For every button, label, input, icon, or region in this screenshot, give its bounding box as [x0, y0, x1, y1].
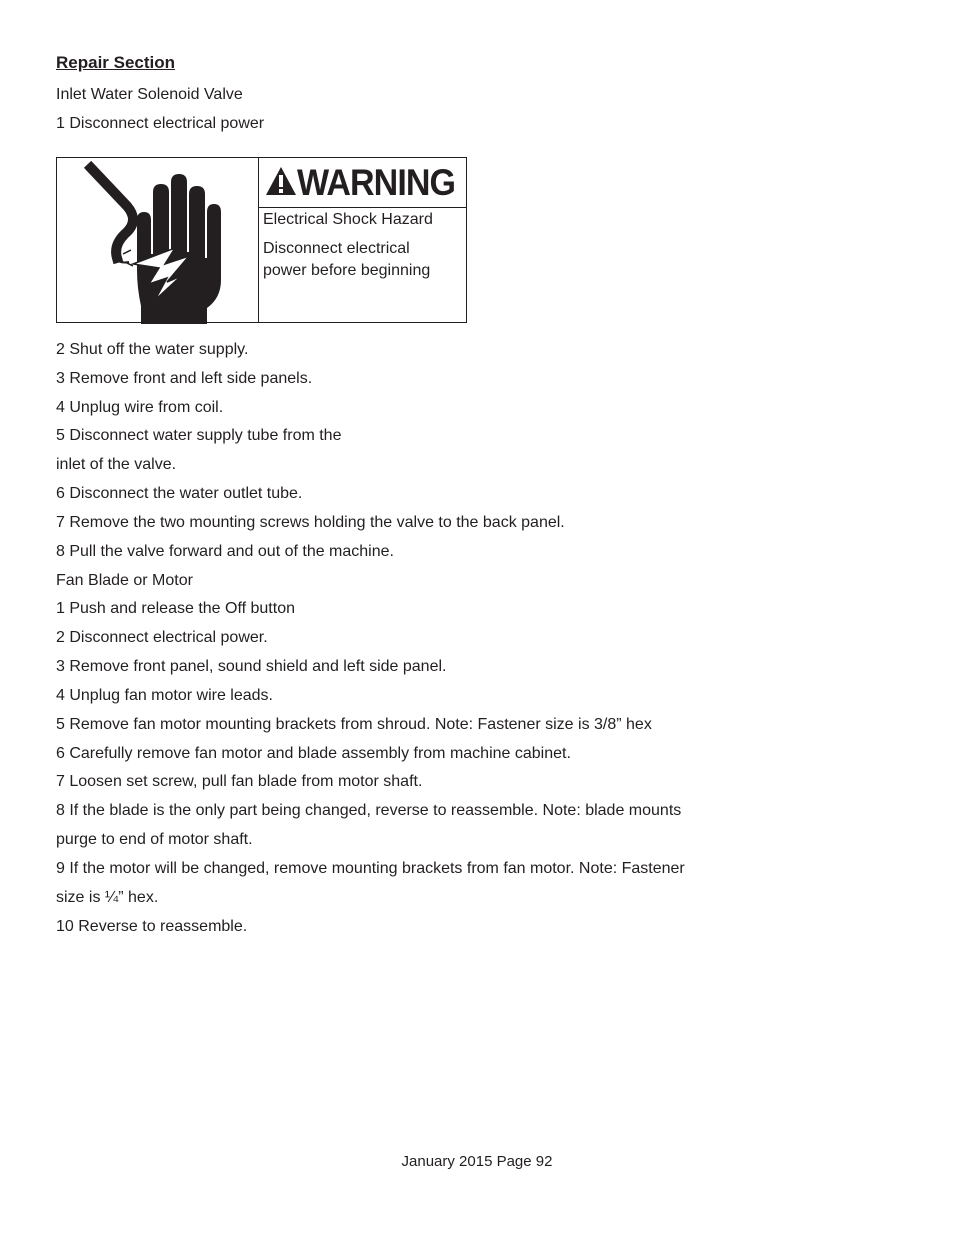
- step-line: 6 Carefully remove fan motor and blade assembly from machine cabinet.: [56, 745, 571, 762]
- subsection-title: Fan Blade or Motor: [56, 572, 193, 589]
- page-footer: January 2015 Page 92: [401, 1153, 553, 1170]
- step-line: 4 Unplug fan motor wire leads.: [56, 687, 273, 704]
- step-line: 6 Disconnect the water outlet tube.: [56, 485, 303, 502]
- subsection-title: Inlet Water Solenoid Valve: [56, 86, 243, 103]
- step-line: 7 Remove the two mounting screws holding the valve to the back panel.: [56, 514, 565, 531]
- step-line: 4 Unplug wire from coil.: [56, 399, 224, 416]
- hazard-text: Electrical Shock Hazard: [263, 211, 433, 228]
- step-line: 10 Reverse to reassemble.: [56, 918, 248, 935]
- step-line: size is ¼” hex.: [56, 889, 159, 906]
- step-line: 9 If the motor will be changed, remove mounting brackets from fan motor. Note: Fastener: [56, 860, 685, 877]
- warning-triangle-icon: [265, 166, 297, 196]
- step-line: 7 Loosen set screw, pull fan blade from motor shaft.: [56, 773, 423, 790]
- step-line: 5 Disconnect water supply tube from the: [56, 427, 342, 444]
- step-line: 5 Remove fan motor mounting brackets from shroud. Note: Fastener size is 3/8” hex: [56, 716, 652, 733]
- hand-electric-shock-icon: [57, 158, 259, 322]
- section-heading: Repair Section: [56, 53, 176, 72]
- step-line: 2 Shut off the water supply.: [56, 341, 249, 358]
- warning-box: [56, 157, 467, 323]
- step-line: 8 If the blade is the only part being changed, reverse to reassemble. Note: blade mounts: [56, 802, 682, 819]
- step-line: 2 Disconnect electrical power.: [56, 629, 268, 646]
- step-line: 1 Disconnect electrical power: [56, 115, 265, 132]
- warning-header: [259, 158, 466, 208]
- step-line: inlet of the valve.: [56, 456, 177, 473]
- step-line: 8 Pull the valve forward and out of the machine.: [56, 543, 394, 560]
- step-line: 3 Remove front panel, sound shield and left side panel.: [56, 658, 447, 675]
- step-line: 3 Remove front and left side panels.: [56, 370, 313, 387]
- step-line: purge to end of motor shaft.: [56, 831, 253, 848]
- instruction-text-line1: Disconnect electrical: [263, 240, 410, 257]
- step-line: 1 Push and release the Off button: [56, 600, 295, 617]
- instruction-text-line2: power before beginning: [263, 262, 431, 279]
- warning-title: WARNING: [297, 162, 456, 203]
